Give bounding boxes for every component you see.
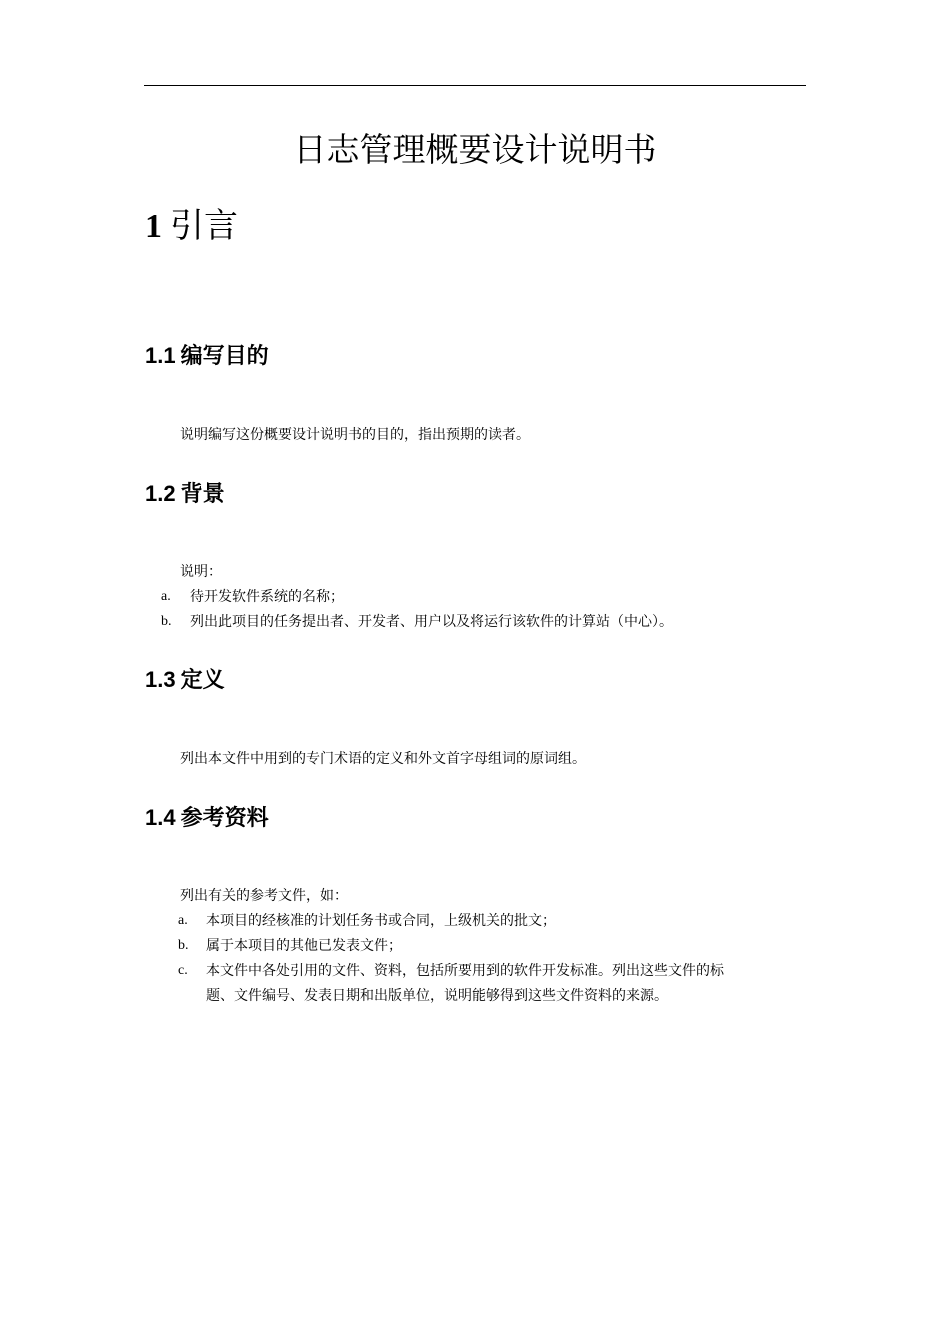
- section-1-4-intro: 列出有关的参考文件，如：: [180, 888, 348, 904]
- section-heading-1-3: [145, 665, 225, 696]
- section-number: 1.4: [145, 805, 176, 830]
- section-1-1-text: 说明编写这份概要设计说明书的目的，指出预期的读者。: [180, 427, 530, 443]
- list-item: [178, 960, 806, 1008]
- section-heading-1-4: [145, 803, 269, 834]
- list-text-line-2: 题、文件编号、发表日期和出版单位，说明能够得到这些文件资料的来源。: [206, 988, 668, 1004]
- list-item: [161, 586, 801, 608]
- section-title: 编写目的: [180, 344, 269, 369]
- list-text: 待开发软件系统的名称；: [190, 589, 344, 605]
- header-rule: [144, 85, 806, 86]
- section-title: 背景: [180, 482, 225, 507]
- list-marker: a.: [161, 589, 171, 604]
- list-marker: a.: [178, 913, 188, 928]
- section-number: 1.1: [145, 343, 176, 368]
- section-title: 参考资料: [180, 806, 269, 831]
- chapter-heading: [145, 204, 238, 249]
- list-text: 属于本项目的其他已发表文件；: [206, 938, 402, 954]
- document-title: 日志管理概要设计说明书: [293, 130, 657, 169]
- list-marker: b.: [178, 938, 189, 953]
- section-title: 定义: [180, 668, 225, 693]
- list-item: [178, 910, 806, 932]
- list-text: 本项目的经核准的计划任务书或合同，上级机关的批文；: [206, 913, 556, 929]
- section-heading-1-1: [145, 341, 269, 372]
- section-1-2-intro: 说明：: [180, 564, 222, 580]
- chapter-number: 1: [145, 208, 162, 245]
- list-item: [178, 935, 806, 957]
- section-1-3-text: 列出本文件中用到的专门术语的定义和外文首字母组词的原词组。: [180, 751, 586, 767]
- list-text: 列出此项目的任务提出者、开发者、用户以及将运行该软件的计算站（中心）。: [190, 614, 673, 630]
- section-heading-1-2: [145, 479, 225, 510]
- chapter-title: 引言: [170, 206, 238, 246]
- section-number: 1.2: [145, 481, 176, 506]
- list-marker: b.: [161, 614, 172, 629]
- section-number: 1.3: [145, 667, 176, 692]
- list-item: [161, 611, 801, 633]
- list-marker: c.: [178, 963, 188, 978]
- list-text-line-1: 本文件中各处引用的文件、资料，包括所要用到的软件开发标准。列出这些文件的标: [206, 963, 724, 979]
